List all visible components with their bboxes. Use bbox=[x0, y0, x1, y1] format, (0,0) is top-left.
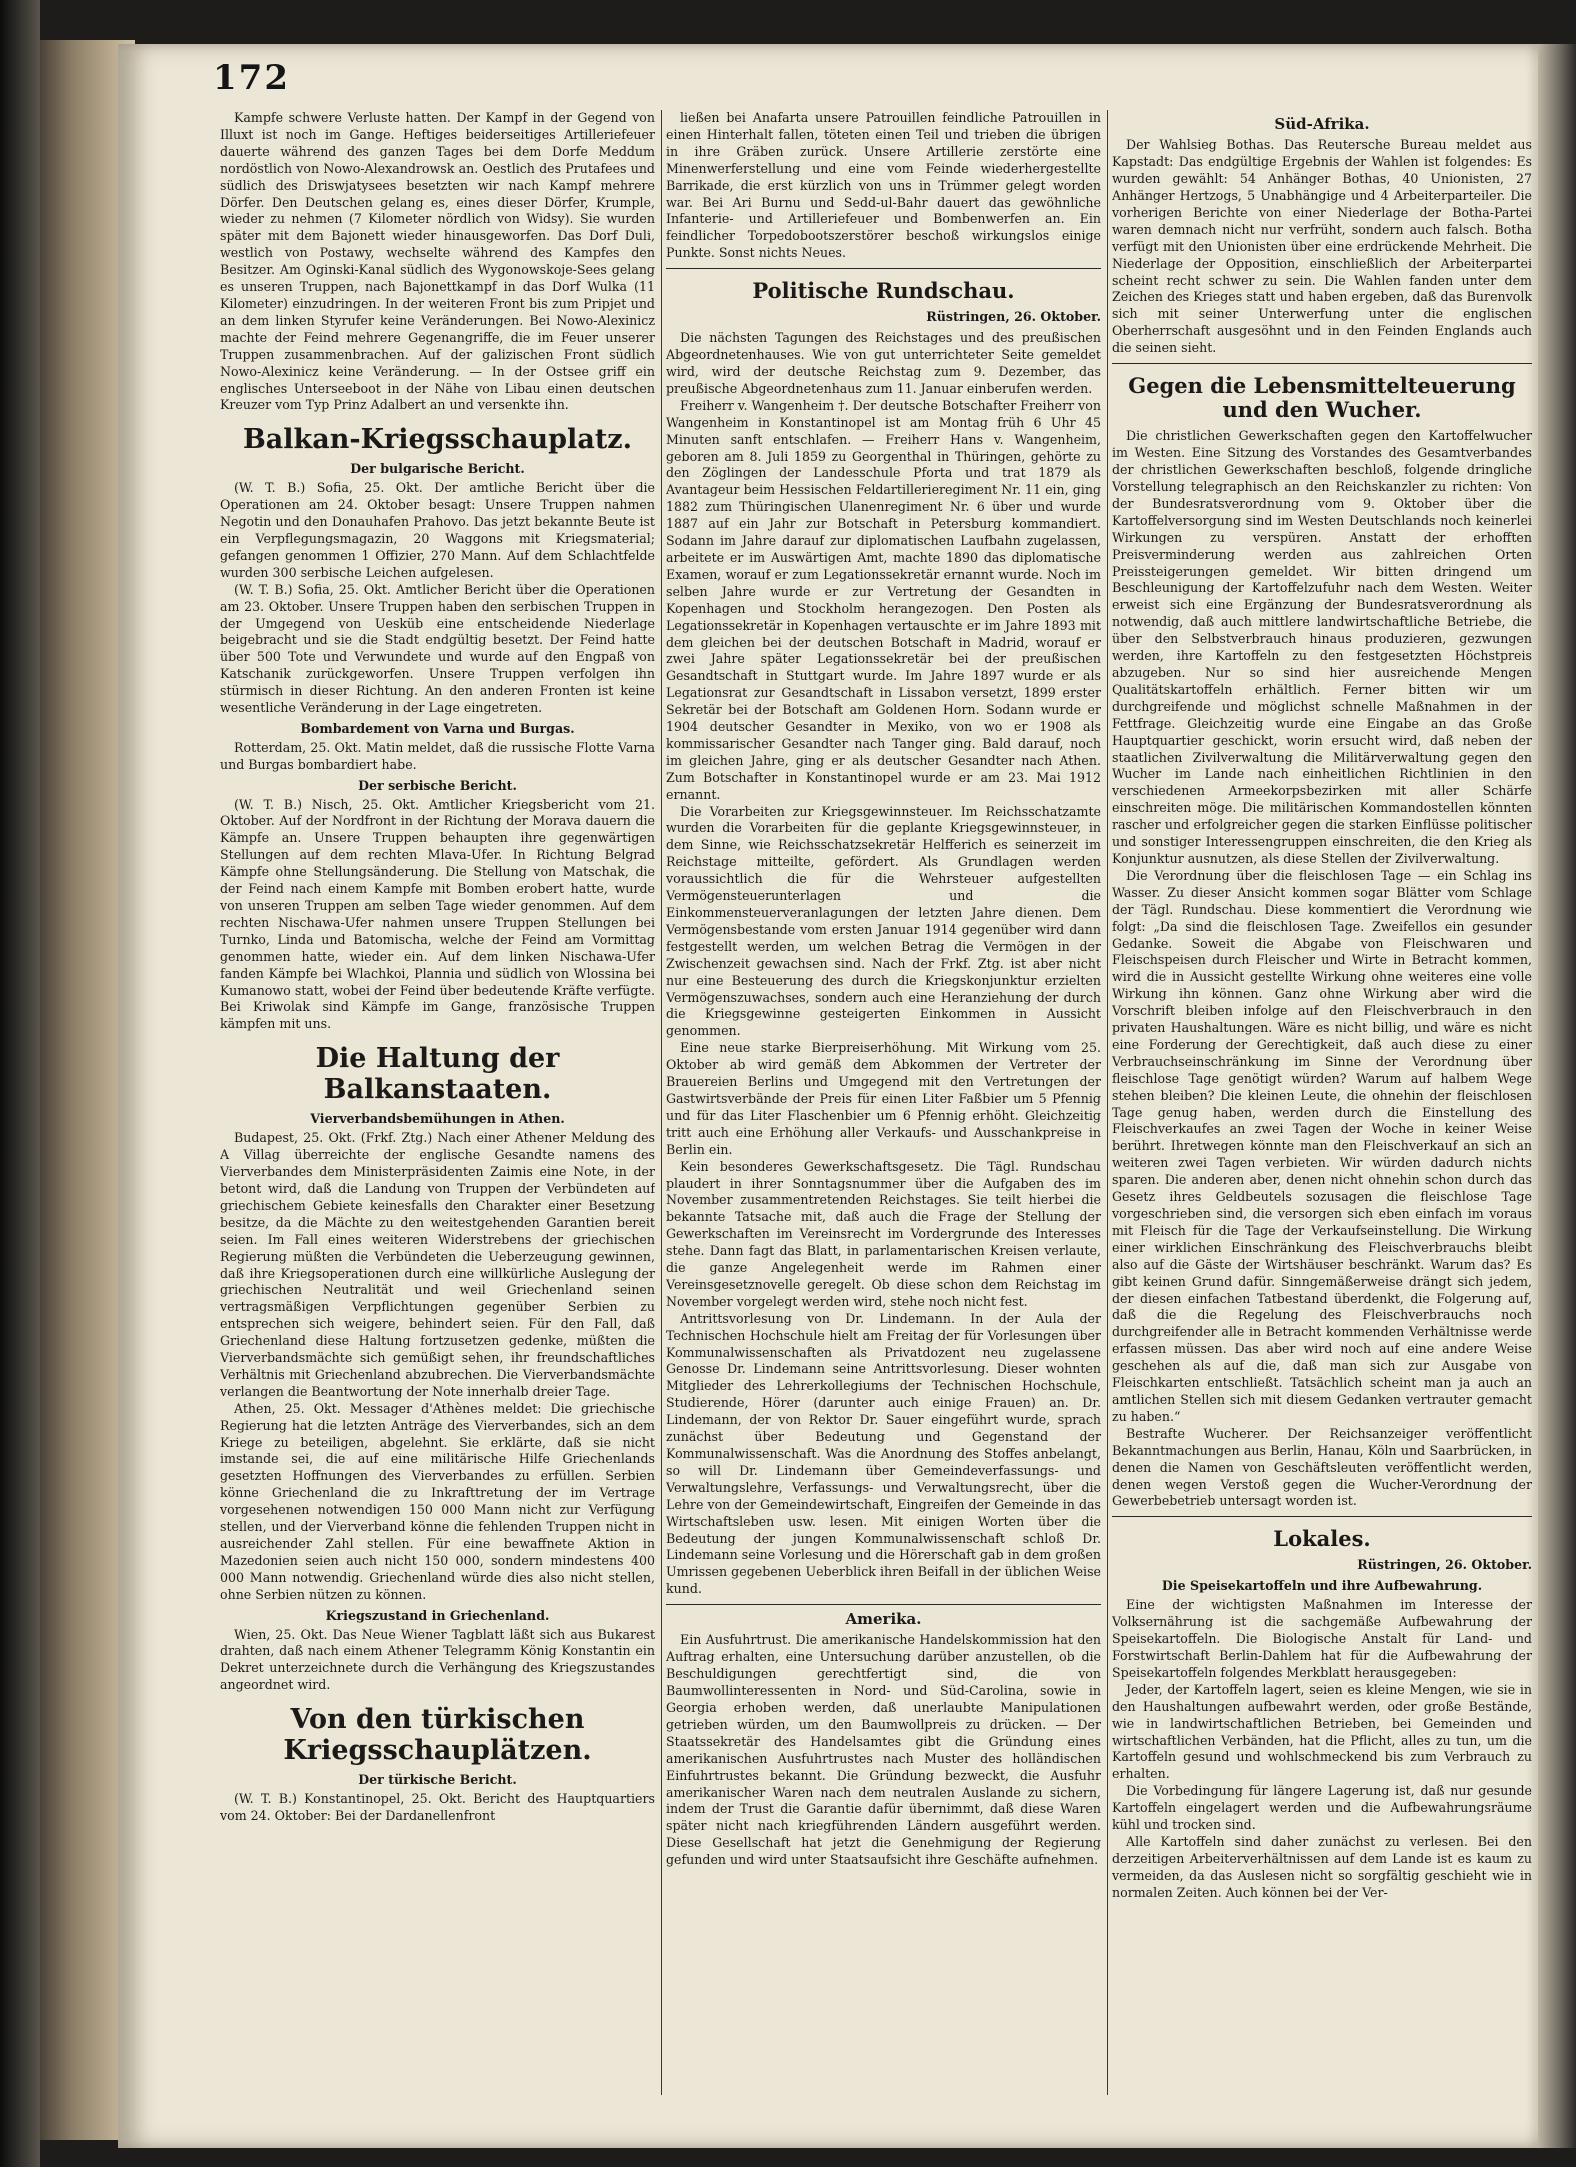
column-right bbox=[1112, 110, 1532, 2100]
dateline: Rüstringen, 26. Oktober. bbox=[1357, 1557, 1532, 1573]
section-heading-balkan: Balkan-Kriegsschauplatz. bbox=[242, 424, 633, 456]
subheading: Der bulgarische Bericht. bbox=[350, 461, 525, 477]
article-paragraph: Die Verordnung über die fleischlosen Tage — ein Schlag ins Wasser. Zu dieser Ansicht kommen sogar Blätter vom Schlage der Tägl. Rundschau. Diese kommentiert die Verordnung wie folgt: „Da sind die fleischlosen Tage. Zweifellos ein gesunder Gedanke. Soweit die Abgabe von Fleischwaren und Fleischspeisen durch Fleischer und Wirte in Betracht kommen, wird die in Aussicht gestellte Wirkung ohne weiteres eine volle Wirkung ihn können. Ganz ohne Wirkung aber wird die Vorschrift bleiben infolge auf den Fleischverbrauch in den privaten Haushaltungen. Wäre es nicht billig, und wäre es nicht eine Forderung der Gerechtigkeit, daß auch diese zu einer Verbrauchseinschränkung im Sinne der Verordnung über fleischlose Tage genötigt würden? Warum auf halbem Wege stehen bleiben? Die kleinen Leute, die ohnehin der fleischlosen Tage genug haben, werden durch die Einstellung des Fleischverkaufes an zwei Tagen der Woche in keiner Weise berührt. Ihretwegen könnte man den Fleischverkauf an sich an weiteren zwei Tagen verbieten. Wir würden dadurch nichts sparen. Die anderen aber, denen nicht ohnehin schon durch das Gesetz ihres Geldbeutels sozusagen die fleischlose Tage vorgeschrieben sind, die versorgen sich eben einfach im voraus mit Fleisch für die Tage der Verkaufseinstellung. Die Wirkung einer wirklichen Einschränkung des Fleischverbrauchs bleibt also auf die Gäste der Wirtshäuser beschränkt. Warum das? Es gibt keinen Grund dafür. Sinngemäßerweise drängt sich jedem, der diesen einfachen Tatbestand überdenkt, die Folgerung auf, daß die die Regelung des Fleischverbrauchs noch durchgreifender alle in Betracht kommenden Verhältnisse werde erfassen müssen. Das aber wird noch auf eine andere Weise geschehen als auf die, daß man sich zur Ausgabe von Fleischkarten entschließt. Tatsächlich scheint man ja auch an amtlichen Stellen sich mit diesem Gedanken vertrauter gemacht zu haben.“ bbox=[1112, 867, 1532, 1424]
column-divider bbox=[661, 110, 662, 2095]
article-paragraph: Ein Ausfuhrtrust. Die amerikanische Handelskommission hat den Auftrag erhalten, eine Untersuchung darüber anzustellen, ob die Beschuldigungen gerechtfertigt sind, die von Baumwollinteressenten in Nord- und Süd-Carolina, sowie in Georgia erhoben werden, daß unerlaubte Manipulationen getrieben würden, um den Baumwollpreis zu drücken. — Der Staatssekretär des Handelsamtes gibt die Gründung eines amerikanischen Ausfuhrtrustes nach Muster des holländischen Einfuhrtrustes bekannt. Die Gründung bezweckt, die Ausfuhr amerikanischer Waren nach dem neutralen Auslande zu sichern, indem der Trust die Garantie dafür übernimmt, daß diese Waren später nicht nach kriegführenden Ländern ausgeführt werden. Diese Gesellschaft hat jetzt die Genehmigung der Regierung gefunden und wird unter Staatsaufsicht ihre Geschäfte aufnehmen. bbox=[666, 1632, 1101, 1868]
section-rule bbox=[1112, 1516, 1532, 1517]
section-heading-lebensmittel: Gegen die Lebensmittelteuerung und den Wucher. bbox=[1128, 373, 1516, 423]
article-paragraph: Eine der wichtigsten Maßnahmen im Interesse der Volksernährung ist die sachgemäße Aufbewahrung der Speisekartoffeln. Die Biologische Anstalt für Land- und Forstwirtschaft Berlin-Dahlem hat für die Aufbewahrung der Speisekartoffeln folgendes Merkblatt herausgegeben: bbox=[1112, 1597, 1532, 1680]
article-paragraph: Wien, 25. Okt. Das Neue Wiener Tagblatt läßt sich aus Bukarest drahten, daß nach einem Athener Telegramm König Konstantin ein Dekret unterzeichnete durch die Verhängung des Kriegszustandes angeordnet wird. bbox=[220, 1626, 655, 1693]
article-paragraph: (W. T. B.) Konstantinopel, 25. Okt. Bericht des Hauptquartiers vom 24. Oktober: Bei der Dardanellenfront bbox=[220, 1791, 655, 1824]
subheading: Der serbische Bericht. bbox=[358, 777, 517, 793]
newspaper-page bbox=[118, 44, 1538, 2148]
article-paragraph: Jeder, der Kartoffeln lagert, seien es kleine Mengen, wie sie in den Haushaltungen aufbewahrt werden, oder große Bestände, wie in landwirtschaftlichen Betrieben, bei Gemeinden und wirtschaftlichen Verbänden, hat die Pflicht, alles zu tun, um die Kartoffeln gesund und wohlschmeckend bis zum Verbrauch zu erhalten. bbox=[1112, 1681, 1532, 1782]
section-heading-haltung: Die Haltung der Balkanstaaten. bbox=[315, 1043, 560, 1106]
section-rule bbox=[666, 1604, 1101, 1605]
article-paragraph: Der Wahlsieg Bothas. Das Reutersche Bureau meldet aus Kapstadt: Das endgültige Ergebnis der Wahlen ist folgendes: Es wurden gewählt: 54 Anhänger Bothas, 40 Unionisten, 27 Anhänger Hertzogs, 5 Unabhängige und 4 Arbeiterparteiler. Die vorherigen Berichte von einer Niederlage der Botha-Partei waren demnach nicht nur verfrüht, sondern auch falsch. Botha verfügt mit den Unionisten über eine erdrückende Mehrheit. Die Niederlage der Opposition, einschließlich der Arbeiterpartei scheint recht schwer zu sein. Die Wahlen fanden unter dem Zeichen des Krieges statt und haben ergeben, daß das Burenvolk sich mit seiner Unterwerfung unter die englischen Oberherrschaft ausgesöhnt und in den Feinden Englands auch die seinen sieht. bbox=[1112, 137, 1532, 356]
scan-edge-left bbox=[0, 0, 40, 2167]
article-paragraph: Rotterdam, 25. Okt. Matin meldet, daß die russische Flotte Varna und Burgas bombardiert habe. bbox=[220, 739, 655, 772]
subheading: Kriegszustand in Griechenland. bbox=[325, 1607, 550, 1623]
section-heading-politik: Politische Rundschau. bbox=[752, 278, 1015, 304]
article-paragraph: Die Vorbedingung für längere Lagerung ist, daß nur gesunde Kartoffeln eingelagert werden und die Aufbewahrungsräume kühl und trocken sind. bbox=[1112, 1783, 1532, 1833]
article-paragraph: Bestrafte Wucherer. Der Reichsanzeiger veröffentlicht Bekanntmachungen aus Berlin, Hanau, Köln und Saarbrücken, in denen die Namen von Geschäftsleuten veröffentlicht werden, denen wegen Verstoß gegen die Wucher-Verordnung der Gewerbebetrieb untersagt worden ist. bbox=[1112, 1425, 1532, 1509]
article-paragraph: Die christlichen Gewerkschaften gegen den Kartoffelwucher im Westen. Eine Sitzung des Vorstandes des Gesamtverbandes der christlichen Gewerkschaften beschloß, folgende dringliche Vorstellung telegraphisch an den Reichskanzler zu richten: Von der Bundesratsverordnung vom 9. Oktober über die Kartoffelversorgung sind im Westen Deutschlands noch keinerlei Wirkungen zu verspüren. Anstatt der erhofften Preisverminderung werden aus zahlreichen Orten Preissteigerungen gemeldet. Wir bitten dringend um Beschleunigung der Kartoffelzufuhr nach dem Westen. Weiter erweist sich eine Ergänzung der Bundesratsverordnung als notwendig, daß auch mittlere landwirtschaftliche Betriebe, die über den Selbstverbrauch hinaus produzieren, gezwungen werden, ihre Kartoffeln zu den festgesetzten Höchstpreis abzugeben. Nur so sind hier ausreichende Mengen Qualitätskartoffeln erhältlich. Ferner bitten wir um durchgreifende und möglichst schnelle Maßnahmen in der Fettfrage. Gleichzeitig wurde eine Eingabe an das Große Hauptquartier geschickt, worin ersucht wird, daß neben der staatlichen Zivilverwaltung die Militärverwaltung gegen den Wucher im Lande nach einheitlichen Richtlinien in den verschiedenen Armeekorpsbezirken mit aller Schärfe einschreiten möge. Die militärischen Kommandostellen könnten rascher und erfolgreicher gegen die starken Einflüsse politischer und sonstiger Interessengruppen einschreiten, die den Krieg als Konjunktur ausnutzen, als diese Stellen der Zivilverwaltung. bbox=[1112, 428, 1532, 866]
page-number: 172 bbox=[213, 58, 290, 98]
article-paragraph: Antrittsvorlesung von Dr. Lindemann. In der Aula der Technischen Hochschule hielt am Freitag der für Vorlesungen über Kommunalwissenschaften als Privatdozent neu zugelassene Genosse Dr. Lindemann seine Antrittsvorlesung. Dieser wohnten Mitglieder des Lehrerkollegiums der Technischen Hochschule, Studierende, Hörer (darunter auch einige Frauen) an. Dr. Lindemann, der von Rektor Dr. Sauer eingeführt wurde, sprach zunächst über Bedeutung und Gegenstand der Kommunalwissenschaft. Was die Anordnung des Stoffes anbelangt, so will Dr. Lindemann über Gemeindeverfassungs- und Verwaltungslehre, Verfassungs- und Verwaltungsrecht, über die Lehre von der Gemeindewirtschaft, Eingreifen der Gemeinde in das Wirtschaftsleben usw. lesen. Mit einigen Worten über die Bedeutung der jungen Kommunalwissenschaft schloß Dr. Lindemann seine Vorlesung und die Hörerschaft gab in dem großen Umrissen gegebenen Ueberblick ihren Beifall in der üblichen Weise kund. bbox=[666, 1310, 1101, 1597]
section-heading-amerika: Amerika. bbox=[845, 1610, 922, 1629]
article-paragraph: ließen bei Anafarta unsere Patrouillen feindliche Patrouillen in einen Hinterhalt fallen, töteten einen Teil und trieben die übrigen in ihre Gräben zurück. Unsere Artillerie zerstörte eine Minenwerferstellung und eine vom Feinde wiederhergestellte Barrikade, die erst kürzlich von uns in Trümmer gelegt worden war. Bei Ari Burnu und Sedd-ul-Bahr dauert das gewöhnliche Infanterie- und Artilleriefeuer und Bombenwerfen an. Ein feindlicher Torpedobootszerstörer beschoß wirkungslos einige Punkte. Sonst nichts Neues. bbox=[666, 110, 1101, 261]
article-paragraph: (W. T. B.) Sofia, 25. Okt. Amtlicher Bericht über die Operationen am 23. Oktober. Unsere Truppen haben den serbischen Truppen in der Umgegend von Uesküb eine entscheidende Niederlage beigebracht und sie die Stadt endgültig besetzt. Der Feind hatte über 500 Tote und Verwundete und wurde auf den Engpaß von Katschanik zurückgeworfen. Unsere Truppen verfolgen ihn stürmisch in dieser Richtung. An den anderen Fronten ist keine wesentliche Veränderung in der Lage eingetreten. bbox=[220, 581, 655, 716]
article-paragraph: Eine neue starke Bierpreiserhöhung. Mit Wirkung vom 25. Oktober ab wird gemäß dem Abkommen der Vertreter der Brauereien Berlins und Umgegend mit den Vertretungen der Gastwirtsverbände der Preis für einen Liter Faßbier um 5 Pfennig und für das Liter Flaschenbier um 6 Pfennig erhöht. Gleichzeitig tritt auch eine Erhöhung aller Verkaufs- und Ausschankpreise in Berlin ein. bbox=[666, 1040, 1101, 1157]
subheading: Der türkische Bericht. bbox=[358, 1772, 517, 1788]
column-middle bbox=[666, 110, 1101, 2100]
subheading: Die Speisekartoffeln und ihre Aufbewahrung. bbox=[1161, 1578, 1483, 1594]
article-paragraph: Athen, 25. Okt. Messager d'Athènes meldet: Die griechische Regierung hat die letzten Anträge des Vierverbandes, sich an dem Kriege zu beteiligen, abgelehnt. Sie erklärte, daß sie nicht imstande sei, die auf eine militärische Hilfe Griechenlands gesetzten Hoffnungen des Vierverbandes zu erfüllen. Serbien könne Griechenland die zu Inkrafttretung der im Vertrage vorgesehenen notwendigen 150 000 Mann nicht zur Verfügung stellen, und der Vierverband könne die fehlenden Truppen nicht in ausreichender Zahl stellen. Für eine bewaffnete Aktion in Mazedonien seien auch nicht 150 000, sondern mindestens 400 000 Mann notwendig. Griechenland würde dies also nicht stellen, ohne Serbien nützen zu können. bbox=[220, 1400, 655, 1602]
article-paragraph: Die Vorarbeiten zur Kriegsgewinnsteuer. Im Reichsschatzamte wurden die Vorarbeiten für die geplante Kriegsgewinnsteuer, in dem Sinne, wie Reichsschatzsekretär Helfferich es seinerzeit im Reichstage mitteilte, gefördert. Als Grundlagen werden voraussichtlich die für die Wehrsteuer aufgestellten Vermögensteuerunterlagen und die Einkommensteuerveranlagungen der letzten Jahre dienen. Dem Vermögensbestande vom ersten Januar 1914 gegenüber wird dann festgestellt werden, um welchen Betrag die Vermögen in der Zwischenzeit gewachsen sind. Nach der Frkf. Ztg. ist aber nicht nur eine Besteuerung des durch die Kriegskonjunktur erzielten Vermögenszuwachses, sondern auch eine Heranziehung der durch die Kriegsgewinne gesteigerten Einkommen in Aussicht genommen. bbox=[666, 803, 1101, 1039]
article-paragraph: Freiherr v. Wangenheim †. Der deutsche Botschafter Freiherr von Wangenheim in Konstantinopel ist am Montag früh 6 Uhr 45 Minuten sanft entschlafen. — Freiherr Hans v. Wangenheim, geboren am 8. Juli 1859 zu Georgenthal in Thüringen, gehörte zu den Zöglingen der Landesschule Pforta und trat 1879 als Avantageur beim Hessischen Feldartillerieregiment Nr. 11 ein, ging 1882 zum Thüringischen Ulanenregiment Nr. 6 über und wurde 1887 auf ein Jahr zur Botschaft in Petersburg kommandiert. Sodann im Jahre darauf zur diplomatischen Laufbahn zugelassen, arbeitete er im Auswärtigen Amt, machte 1890 das diplomatische Examen, worauf er zum Legationssekretär ernannt wurde. Noch im selben Jahre wurde er zur Vertretung der Gesandten in Kopenhagen und Stockholm herangezogen. Den Posten als Legationssekretär in Kopenhagen vertauschte er im Jahre 1893 mit dem gleichen bei der deutschen Botschaft in Madrid, worauf er zwei Jahre später Legationssekretär bei der preußischen Gesandtschaft in Stuttgart wurde. Im Jahre 1897 wurde er als Legationsrat zur Gesandtschaft in Lissabon versetzt, 1899 erster Sekretär bei der Botschaft am Goldenen Horn. Sodann wurde er 1904 deutscher Gesandter in Mexiko, von wo er 1908 als kommissarischer Gesandter nach Tanger ging. Bald darauf, noch im gleichen Jahre, ging er als deutscher Gesandter nach Athen. Zum Botschafter in Konstantinopel wurde er am 23. Mai 1912 ernannt. bbox=[666, 397, 1101, 802]
section-heading-lokales: Lokales. bbox=[1273, 1526, 1371, 1552]
column-left bbox=[220, 110, 655, 2100]
article-paragraph: Die nächsten Tagungen des Reichstages und des preußischen Abgeordnetenhauses. Wie von gut unterrichteter Seite gemeldet wird, wird der deutsche Reichstag zum 9. Dezember, das preußische Abgeordnetenhaus zum 11. Januar einberufen werden. bbox=[666, 330, 1101, 396]
article-paragraph: Kein besonderes Gewerkschaftsgesetz. Die Tägl. Rundschau plaudert in ihrer Sonntagsnummer über die Aufgaben des im November zusammentretenden Reichstages. Sie teilt hierbei die bekannte Tatsache mit, daß auch die Frage der Stellung der Gewerkschaften im Vereinsrecht im Vordergrunde des Interesses stehe. Dann fagt das Blatt, in parlamentarischen Kreisen verlaute, die ganze Angelegenheit werde im Rahmen einer Vereinsgesetznovelle geregelt. Ob diese schon dem Reichstag im November vorgelegt werden wird, stehe noch nicht fest. bbox=[666, 1158, 1101, 1309]
article-paragraph: Kampfe schwere Verluste hatten. Der Kampf in der Gegend von Illuxt ist noch im Gange. Heftiges beiderseitiges Artilleriefeuer dauerte während des ganzen Tages bei dem Dorfe Meddum nordöstlich von Nowo-Alexandrowsk an. Oestlich des Prutafees und südlich des Driswjatysees besetzten wir nach Kampf mehrere Dörfer. Den Deutschen gelang es, eines dieser Dörfer, Krumple, wieder zu nehmen (7 Kilometer nördlich von Widsy). Sie wurden später mit dem Bajonett wieder hinausgeworfen. Das Dorf Duli, westlich von Postawy, wechselte während des Kampfes den Besitzer. Am Oginski-Kanal südlich des Wygonowskoje-Sees gelang es unseren Truppen, nach Bajonettkampf in das Dorf Wulka (11 Kilometer) einzudringen. In der weiteren Front bis zum Pripjet und an dem linken Styrufer keine Veränderungen. Bei Nowo-Alexinicz machte der Feind mehrere Gegenangriffe, die im Feuer unserer Truppen zusammenbrachen. Auf der galizischen Front südlich Nowo-Alexinicz keine Veränderung. — In der Ostsee griff ein englisches Unterseeboot in der Nähe von Libau einen deutschen Kreuzer vom Typ Prinz Adalbert an und versenkte ihn. bbox=[220, 110, 655, 413]
article-paragraph: Budapest, 25. Okt. (Frkf. Ztg.) Nach einer Athener Meldung des A Villag überreichte der englische Gesandte namens des Vierverbandes dem Ministerpräsidenten Zaimis eine Note, in der betont wird, daß die Landung von Truppen der Verbündeten auf griechischem Gebiete keinesfalls den Charakter einer Besetzung besitze, da die Mächte zu den weitestgehenden Garantien bereit seien. Im Fall eines weiteren Widerstrebens der griechischen Regierung müßten die Verbündeten die Ueberzeugung gewinnen, daß ihre Kriegsoperationen durch eine willkürliche Auslegung der griechischen Neutralität und weil Griechenland seinen vertragsmäßigen Verpflichtungen gegenüber Serbien zu entsprechen sich weigere, behindert seien. Für den Fall, daß Griechenland diese Haltung fortzusetzen gedenke, müßten die Vierverbandsmächte sich gemüßigt sehen, ihr freundschaftliches Verhältnis mit Griechenland abzubrechen. Die Vierverbandsmächte verlangen die Beantwortung der Note innerhalb dreier Tage. bbox=[220, 1130, 655, 1399]
dateline: Rüstringen, 26. Oktober. bbox=[926, 309, 1101, 325]
scan-edge-right bbox=[1538, 44, 1576, 2148]
section-rule bbox=[1112, 363, 1532, 364]
article-paragraph: (W. T. B.) Nisch, 25. Okt. Amtlicher Kriegsbericht vom 21. Oktober. Auf der Nordfront in der Richtung der Morava dauern die Kämpfe an. Unsere Truppen behaupten ihre gegenwärtigen Stellungen auf dem rechten Mlava-Ufer. In Richtung Belgrad Kämpfe ohne Stellungsänderung. Die Stellung von Matschak, die der Feind nach einem Kampfe mit Bomben erobert hatte, wurde von unseren Truppen am selben Tage wieder genommen. Auf dem rechten Nischawa-Ufer nahmen unsere Truppen Stellungen bei Turnko, Linda und Batomischa, welche der Feind am Vormittag genommen hatte, wieder ein. Auf dem linken Nischawa-Ufer fanden Kämpfe bei Wlachkoi, Plannia und südlich von Wlossina bei Kumanowo statt, wobei der Feind über bedeutende Kräfte verfügte. Bei Kriwolak sind Kämpfe im Gange, französische Truppen kämpfen mit uns. bbox=[220, 796, 655, 1032]
column-divider bbox=[1107, 110, 1108, 2095]
subheading: Vierverbandsbemühungen in Athen. bbox=[310, 1111, 565, 1127]
article-paragraph: Alle Kartoffeln sind daher zunächst zu verlesen. Bei den derzeitigen Arbeiterverhältnissen auf dem Lande ist es kaum zu vermeiden, da das Auslesen nicht so sorgfältig geschieht wie in normalen Zeiten. Auch können bei der Ver- bbox=[1112, 1833, 1532, 1900]
article-paragraph: (W. T. B.) Sofia, 25. Okt. Der amtliche Bericht über die Operationen am 24. Oktober besagt: Unsere Truppen nahmen Negotin und den Donauhafen Prahovo. Das jetzt bekannte Beute ist ein Verpflegungsmagazin, 20 Waggons mit Kriegsmaterial; gefangen genommen 1 Offizier, 270 Mann. Auf dem Schlachtfelde wurden 300 serbische Leichen aufgelesen. bbox=[220, 480, 655, 580]
subheading: Bombardement von Varna und Burgas. bbox=[300, 720, 575, 736]
section-heading-tuerk: Von den türkischen Kriegsschauplätzen. bbox=[283, 1704, 592, 1767]
section-heading-suedafrika: Süd-Afrika. bbox=[1274, 115, 1370, 133]
section-rule bbox=[666, 268, 1101, 269]
